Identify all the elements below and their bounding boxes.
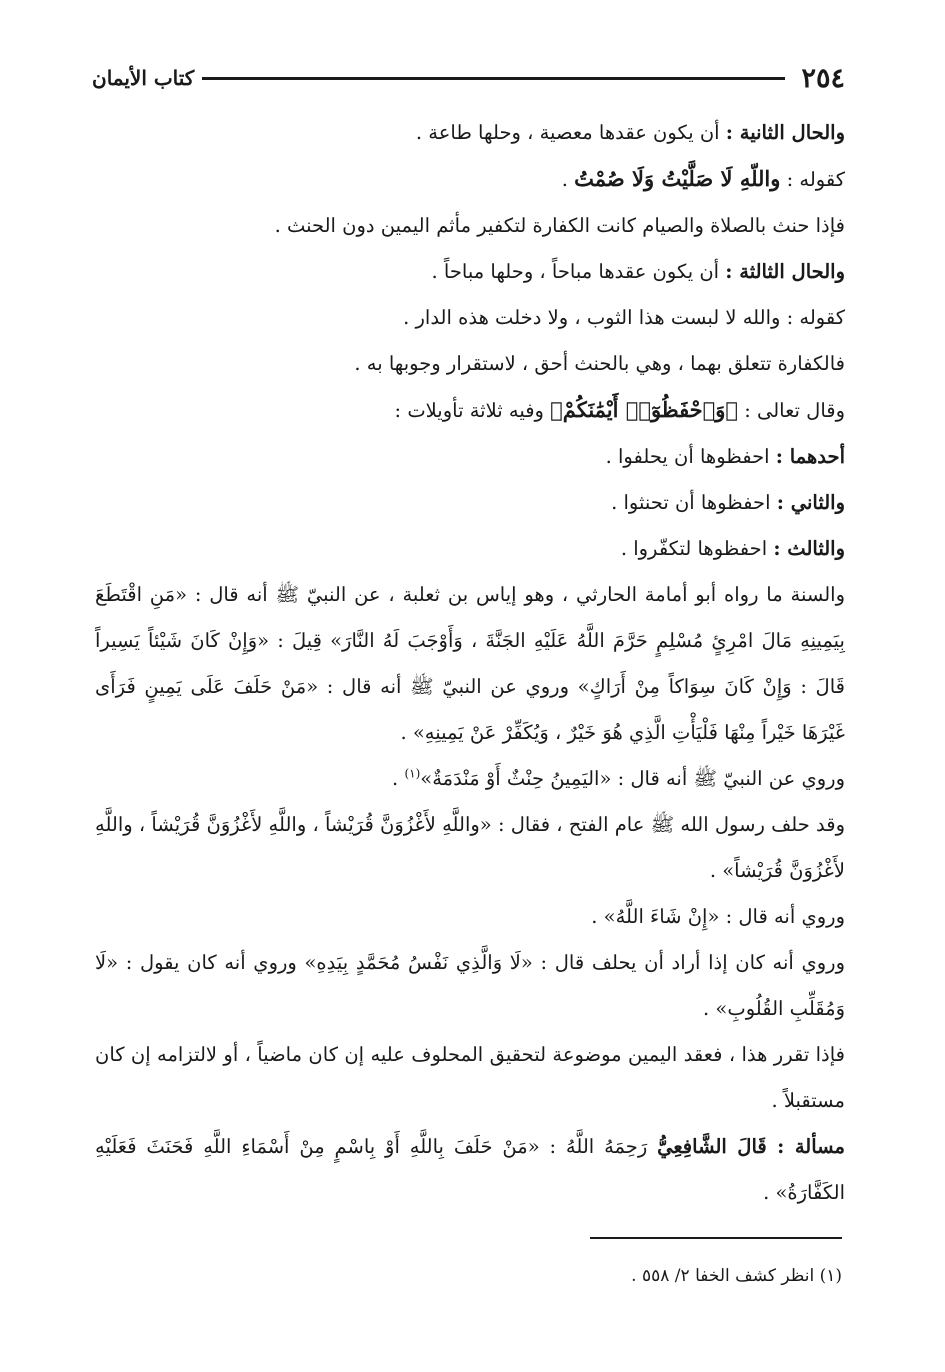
paragraph-14 bbox=[95, 894, 845, 940]
paragraph-text: رَحِمَهُ اللَّهُ : «مَنْ حَلَفَ بِاللَّهِ أَوْ بِاسْمٍ مِنْ أَسْمَاءِ اللَّهِ فَحَنَثَ فَعَلَيْهِ الكَفَّارَةُ» . bbox=[95, 1135, 845, 1204]
paragraph-lead: كقوله : bbox=[780, 168, 845, 191]
paragraph-4 bbox=[95, 249, 845, 295]
paragraph-heading: والثاني : bbox=[776, 491, 845, 514]
paragraph-heading: أحدهما : bbox=[775, 445, 845, 468]
paragraph-7 bbox=[95, 387, 845, 434]
paragraph-text: أن يكون عقدها معصية ، وحلها طاعة . bbox=[415, 121, 726, 144]
page-number: ٢٥٤ bbox=[801, 62, 845, 94]
paragraph-text: فالكفارة تتعلق بهما ، وهي بالحنث أحق ، لاستقرار وجوبها به . bbox=[354, 352, 845, 375]
paragraph-16 bbox=[95, 1032, 845, 1124]
paragraph-text: وروي أنه قال : «إِنْ شَاءَ اللَّهُ» . bbox=[591, 905, 845, 928]
paragraph-13 bbox=[95, 802, 845, 894]
paragraph-text: والسنة ما رواه أبو أمامة الحارثي ، وهو إياس بن ثعلبة ، عن النبيّ ﷺ أنه قال : «مَنِ اقْتَطَعَ بِيَمِينِهِ مَالَ امْرِئٍ مُسْلِمٍ حَرَّمَ اللَّهُ عَلَيْهِ الجَنَّةَ ، وَأَوْجَبَ لَهُ النَّارَ» قِيلَ : «وَإِنْ كَانَ شَيْئاً يَسِيراً قَالَ : وَإِنْ كَانَ سِوَاكاً مِنْ أَرَاكٍ» وروي عن النبيّ ﷺ أنه قال : «مَنْ حَلَفَ عَلَى يَمِينٍ فَرَأَى غَيْرَهَا خَيْراً مِنْهَا فَلْيَأْتِ الَّذِي هُوَ خَيْرٌ ، وَيُكَفِّرْ عَنْ يَمِينِهِ» . bbox=[95, 583, 845, 744]
paragraph-12 bbox=[95, 756, 845, 802]
paragraph-1 bbox=[95, 110, 845, 156]
footnote-ref: (١) bbox=[404, 766, 421, 781]
running-title: كتاب الأيمان bbox=[92, 66, 195, 90]
paragraph-lead: وروي عن النبيّ ﷺ أنه قال : «اليَمِينُ حِنْثٌ أَوْ مَنْدَمَةٌ» bbox=[420, 767, 845, 790]
paragraph-9 bbox=[95, 480, 845, 526]
paragraph-heading: مسألة : قَالَ الشَّافِعِيُّ bbox=[657, 1135, 845, 1158]
paragraph-2 bbox=[95, 156, 845, 203]
paragraph-heading: والحال الثالثة : bbox=[725, 260, 845, 283]
header-rule bbox=[202, 77, 785, 80]
paragraph-tail: وفيه ثلاثة تأويلات : bbox=[394, 399, 551, 422]
paragraph-text: احفظوها أن تحنثوا . bbox=[611, 491, 777, 514]
paragraph-lead: وقال تعالى : bbox=[738, 399, 845, 422]
paragraph-text: احفظوها أن يحلفوا . bbox=[605, 445, 776, 468]
paragraph-text: فإذا حنث بالصلاة والصيام كانت الكفارة لتكفير مأثم اليمين دون الحنث . bbox=[274, 214, 845, 237]
paragraph-text: احفظوها لتكفّروا . bbox=[620, 537, 774, 560]
paragraph-6 bbox=[95, 341, 845, 387]
paragraph-8 bbox=[95, 434, 845, 480]
paragraph-tail: . bbox=[561, 168, 575, 191]
footnote-rule bbox=[590, 1237, 842, 1239]
paragraph-11 bbox=[95, 572, 845, 756]
paragraph-heading: والحال الثانية : bbox=[725, 121, 845, 144]
paragraph-text: كقوله : والله لا لبست هذا الثوب ، ولا دخلت هذه الدار . bbox=[403, 306, 845, 329]
paragraph-15 bbox=[95, 940, 845, 1032]
paragraph-3 bbox=[95, 203, 845, 249]
paragraph-17 bbox=[95, 1124, 845, 1216]
paragraph-text: أن يكون عقدها مباحاً ، وحلها مباحاً . bbox=[431, 260, 726, 283]
paragraph-text: وروي أنه كان إذا أراد أن يحلف قال : «لَا وَالَّذِي نَفْسُ مُحَمَّدٍ بِيَدِهِ» وروي أنه كان يقول : «لَا وَمُقَلِّبِ القُلُوبِ» . bbox=[95, 951, 845, 1020]
footnote: (١) انظر كشف الخفا ٢/ ٥٥٨ . bbox=[631, 1266, 842, 1286]
oath-quote: واللّهِ لَا صَلَّيْتُ وَلَا صُمْتُ bbox=[574, 166, 781, 191]
paragraph-10 bbox=[95, 526, 845, 572]
paragraph-text: وقد حلف رسول الله ﷺ عام الفتح ، فقال : «واللَّهِ لأَغْزُوَنَّ قُرَيْشاً ، واللَّهِ لأَغْزُوَنَّ قُرَيْشاً ، واللَّهِ لأَغْزُوَنَّ قُرَيْشاً» . bbox=[95, 813, 845, 882]
body-text bbox=[95, 110, 845, 1216]
paragraph-tail: . bbox=[392, 767, 405, 790]
paragraph-text: فإذا تقرر هذا ، فعقد اليمين موضوعة لتحقيق المحلوف عليه إن كان ماضياً ، أو لالتزامه إن كان مستقبلاً . bbox=[95, 1043, 845, 1112]
paragraph-heading: والثالث : bbox=[773, 537, 845, 560]
quran-verse: ﴿وَٱحْفَظُوٓا۟ أَيْمَٰنَكُمْ﴾ bbox=[550, 397, 739, 422]
paragraph-5 bbox=[95, 295, 845, 341]
page-header bbox=[92, 62, 845, 94]
